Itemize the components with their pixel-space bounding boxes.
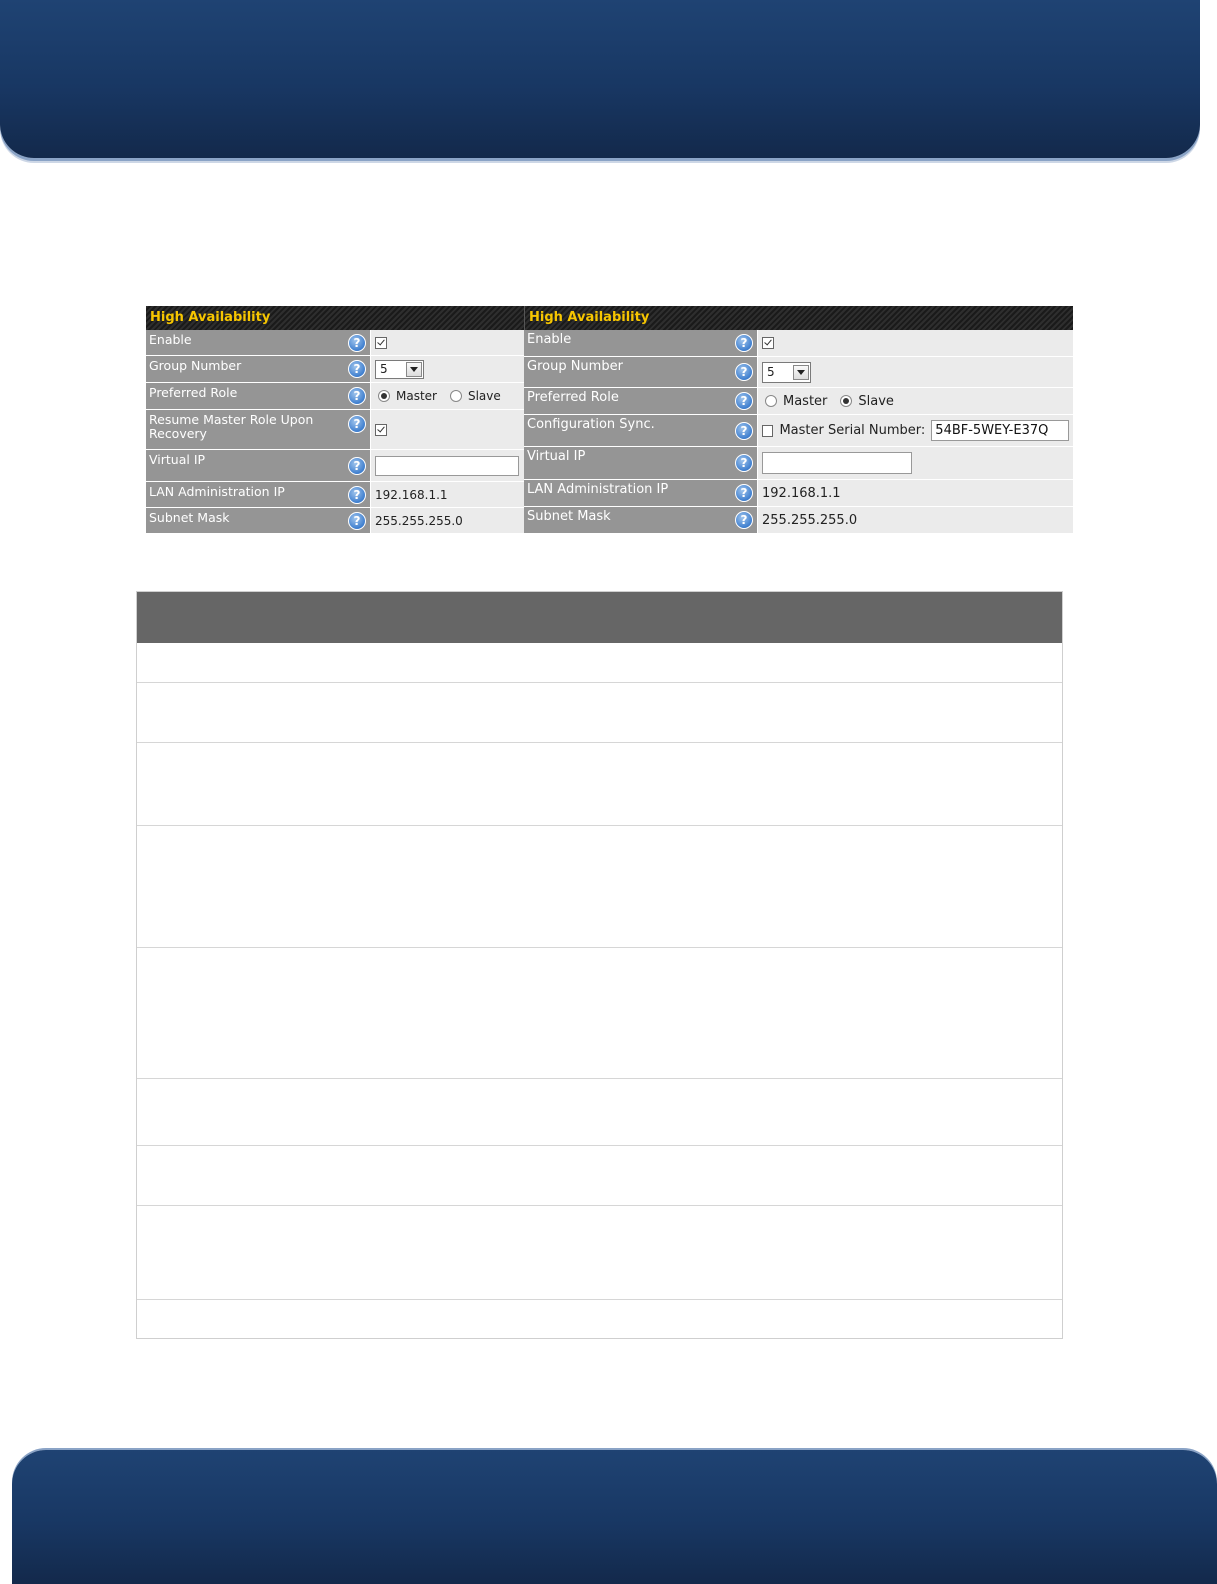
lan-admin-ip-value: 192.168.1.1	[371, 482, 524, 507]
help-icon[interactable]: ?	[348, 360, 366, 378]
lan-admin-ip-row	[524, 480, 1073, 507]
group-number-select[interactable]: 5	[375, 360, 424, 379]
help-icon[interactable]: ?	[348, 512, 366, 530]
footer-banner	[12, 1450, 1217, 1584]
help-icon[interactable]: ?	[735, 484, 753, 502]
group-number-row	[146, 356, 524, 383]
group-number-row	[524, 357, 1073, 388]
master-serial-input[interactable]: 54BF-5WEY-E37Q	[931, 420, 1069, 441]
preferred-role-row	[524, 388, 1073, 415]
lan-admin-ip-label: LAN Administration IP	[527, 482, 669, 497]
help-icon[interactable]: ?	[348, 457, 366, 475]
ha-panel-left	[146, 306, 524, 534]
table-row	[137, 743, 1062, 826]
subnet-mask-value: 255.255.255.0	[371, 508, 524, 533]
config-sync-label: Configuration Sync.	[527, 417, 655, 432]
slave-radio-label: Slave	[467, 389, 501, 403]
virtual-ip-label: Virtual IP	[149, 452, 206, 467]
resume-master-label: Resume Master Role Upon Recovery	[149, 412, 314, 441]
slave-radio[interactable]	[450, 390, 462, 402]
virtual-ip-label: Virtual IP	[527, 449, 586, 464]
enable-row	[146, 330, 524, 356]
master-radio-label: Master	[783, 393, 828, 409]
virtual-ip-row	[524, 447, 1073, 480]
config-sync-row	[524, 415, 1073, 447]
help-icon[interactable]: ?	[348, 387, 366, 405]
subnet-mask-label: Subnet Mask	[527, 509, 611, 524]
config-sync-checkbox[interactable]	[762, 425, 773, 437]
enable-row	[524, 330, 1073, 357]
lan-admin-ip-value: 192.168.1.1	[758, 480, 1073, 506]
ha-panel-right	[524, 306, 1073, 534]
description-table	[136, 591, 1063, 1339]
help-icon[interactable]: ?	[348, 334, 366, 352]
subnet-mask-label: Subnet Mask	[149, 510, 230, 525]
lan-admin-ip-label: LAN Administration IP	[149, 484, 285, 499]
table-row	[137, 643, 1062, 683]
enable-label: Enable	[527, 332, 572, 347]
enable-checkbox[interactable]	[375, 337, 387, 349]
help-icon[interactable]: ?	[735, 511, 753, 529]
table-row	[137, 1146, 1062, 1206]
subnet-mask-row	[146, 508, 524, 534]
help-icon[interactable]: ?	[735, 334, 753, 352]
help-icon[interactable]: ?	[348, 486, 366, 504]
resume-master-row	[146, 410, 524, 450]
table-row	[137, 1300, 1062, 1338]
preferred-role-label: Preferred Role	[527, 390, 619, 405]
group-number-label: Group Number	[149, 358, 242, 373]
subnet-mask-row	[524, 507, 1073, 534]
help-icon[interactable]: ?	[735, 363, 753, 381]
resume-master-checkbox[interactable]	[375, 424, 387, 436]
preferred-role-label: Preferred Role	[149, 385, 238, 400]
slave-radio-label: Slave	[858, 393, 894, 409]
virtual-ip-input[interactable]	[375, 456, 519, 476]
help-icon[interactable]: ?	[735, 392, 753, 410]
lan-admin-ip-row	[146, 482, 524, 508]
chevron-down-icon	[406, 362, 422, 377]
help-icon[interactable]: ?	[735, 454, 753, 472]
table-header	[137, 592, 1062, 643]
master-radio-label: Master	[396, 389, 437, 403]
header-banner	[0, 0, 1200, 158]
table-row	[137, 1206, 1062, 1300]
panel-title: High Availability	[146, 306, 524, 330]
master-radio[interactable]	[378, 390, 390, 402]
virtual-ip-input[interactable]	[762, 452, 912, 474]
master-radio[interactable]	[765, 395, 777, 407]
enable-checkbox[interactable]	[762, 337, 774, 349]
master-serial-label: Master Serial Number:	[779, 423, 926, 438]
virtual-ip-row	[146, 450, 524, 482]
table-row	[137, 1079, 1062, 1146]
enable-label: Enable	[149, 332, 192, 347]
table-row	[137, 826, 1062, 948]
help-icon[interactable]: ?	[735, 422, 753, 440]
table-row	[137, 683, 1062, 743]
group-number-label: Group Number	[527, 359, 623, 374]
group-number-select[interactable]: 5	[762, 362, 811, 383]
subnet-mask-value: 255.255.255.0	[758, 507, 1073, 533]
slave-radio[interactable]	[840, 395, 852, 407]
help-icon[interactable]: ?	[348, 415, 366, 433]
table-row	[137, 948, 1062, 1079]
preferred-role-row	[146, 383, 524, 410]
chevron-down-icon	[793, 365, 809, 380]
panel-title: High Availability	[524, 306, 1073, 330]
